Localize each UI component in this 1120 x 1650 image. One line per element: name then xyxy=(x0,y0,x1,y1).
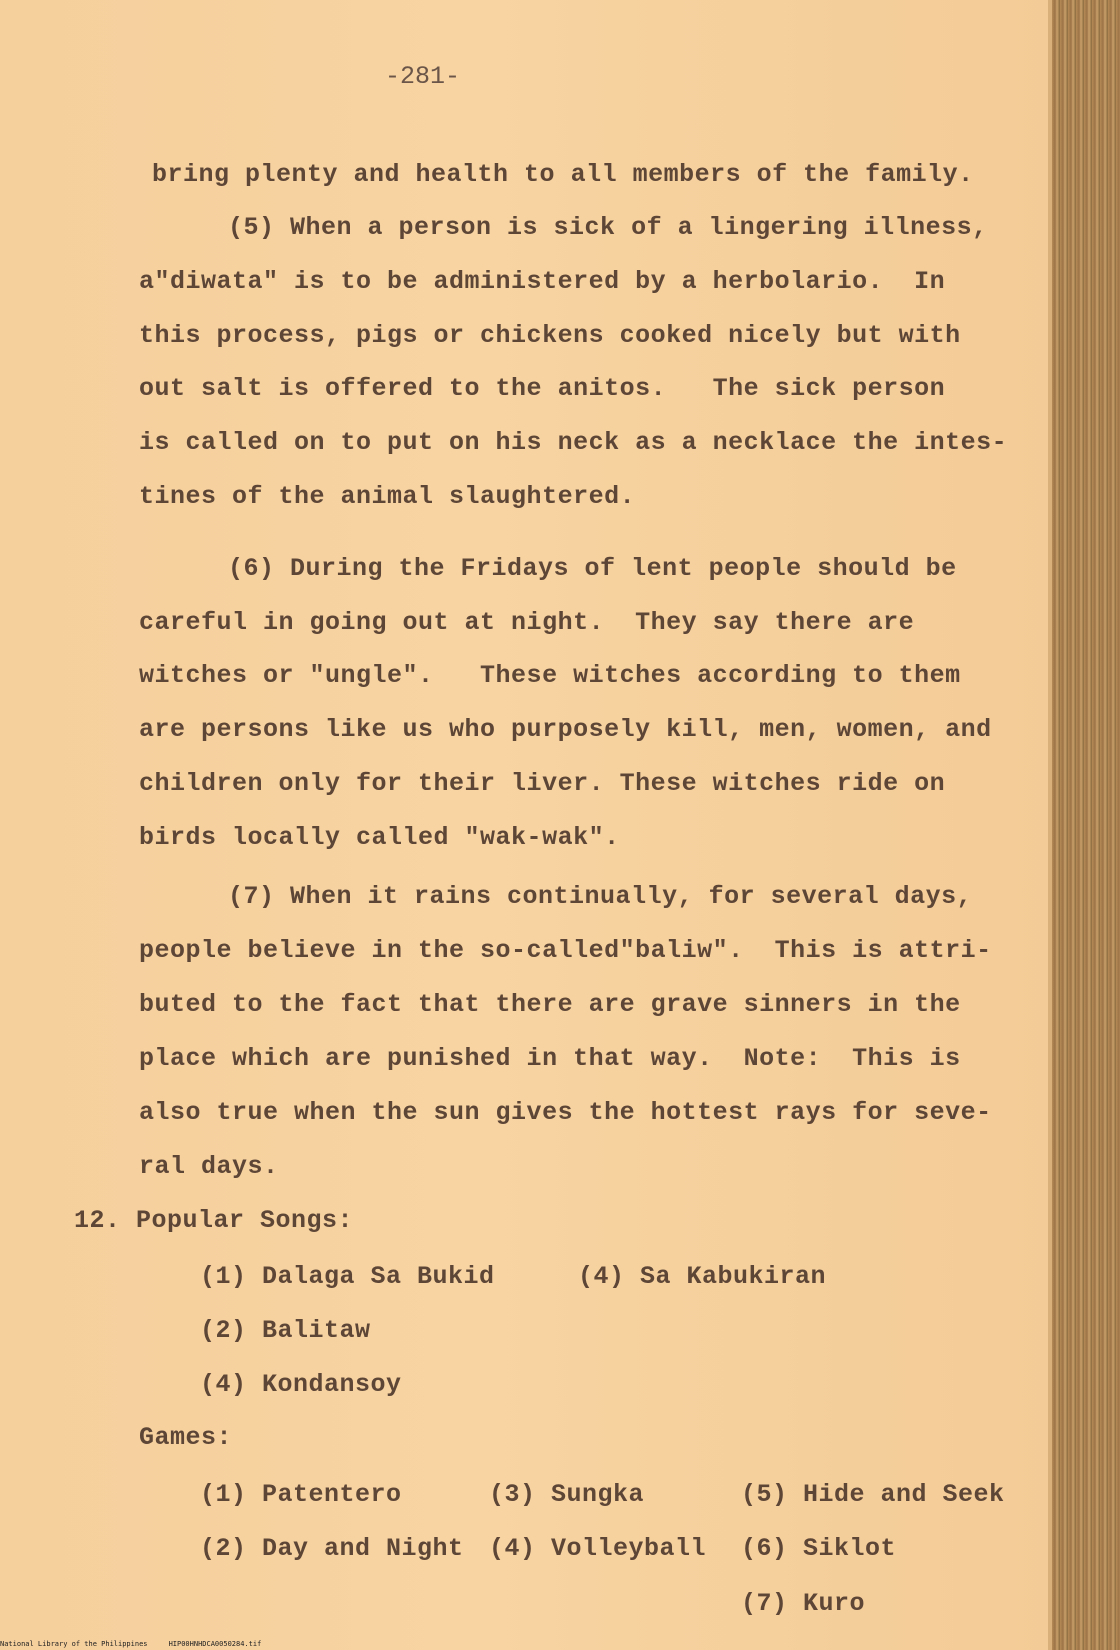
song-item: (1) Dalaga Sa Bukid xyxy=(200,1262,495,1291)
book-binding-edge xyxy=(1052,0,1120,1650)
game-item: (7) Kuro xyxy=(741,1589,866,1618)
game-item: (5) Hide and Seek xyxy=(741,1480,1005,1509)
game-item: (1) Patentero xyxy=(200,1480,402,1509)
text-line: this process, pigs or chickens cooked nicely but with xyxy=(139,321,961,350)
scan-footer: National Library of the Philippines HIP00HNHDCA0050284.tif xyxy=(0,1640,262,1648)
section-heading: 12. Popular Songs: xyxy=(74,1206,354,1235)
text-line: (7) When it rains continually, for several days, xyxy=(228,882,973,911)
text-line: also true when the sun gives the hottest rays for seve- xyxy=(139,1098,992,1127)
text-line: a"diwata" is to be administered by a herbolario. In xyxy=(139,267,946,296)
game-item: (6) Siklot xyxy=(741,1534,897,1563)
text-line: bring plenty and health to all members of the family. xyxy=(152,160,974,189)
text-line: people believe in the so-called"baliw". This is attri- xyxy=(139,936,992,965)
games-heading: Games: xyxy=(139,1423,233,1452)
text-line: is called on to put on his neck as a necklace the intes- xyxy=(139,428,1008,457)
text-line: (6) During the Fridays of lent people should be xyxy=(228,554,957,583)
text-line: ral days. xyxy=(139,1152,279,1181)
song-item: (4) Kondansoy xyxy=(200,1370,402,1399)
text-line: (5) When a person is sick of a lingering illness, xyxy=(228,213,988,242)
text-line: place which are punished in that way. Note: This is xyxy=(139,1044,961,1073)
text-line: tines of the animal slaughtered. xyxy=(139,482,636,511)
song-item: (4) Sa Kabukiran xyxy=(578,1262,827,1291)
text-line: children only for their liver. These witches ride on xyxy=(139,769,946,798)
text-line: careful in going out at night. They say there are xyxy=(139,608,915,637)
text-line: out salt is offered to the anitos. The sick person xyxy=(139,374,946,403)
text-line: buted to the fact that there are grave sinners in the xyxy=(139,990,961,1019)
page-number: -281- xyxy=(385,62,461,91)
game-item: (2) Day and Night xyxy=(200,1534,464,1563)
game-item: (3) Sungka xyxy=(489,1480,645,1509)
game-item: (4) Volleyball xyxy=(489,1534,707,1563)
song-item: (2) Balitaw xyxy=(200,1316,371,1345)
text-line: are persons like us who purposely kill, men, women, and xyxy=(139,715,992,744)
text-line: birds locally called "wak-wak". xyxy=(139,823,620,852)
text-line: witches or "ungle". These witches according to them xyxy=(139,661,961,690)
